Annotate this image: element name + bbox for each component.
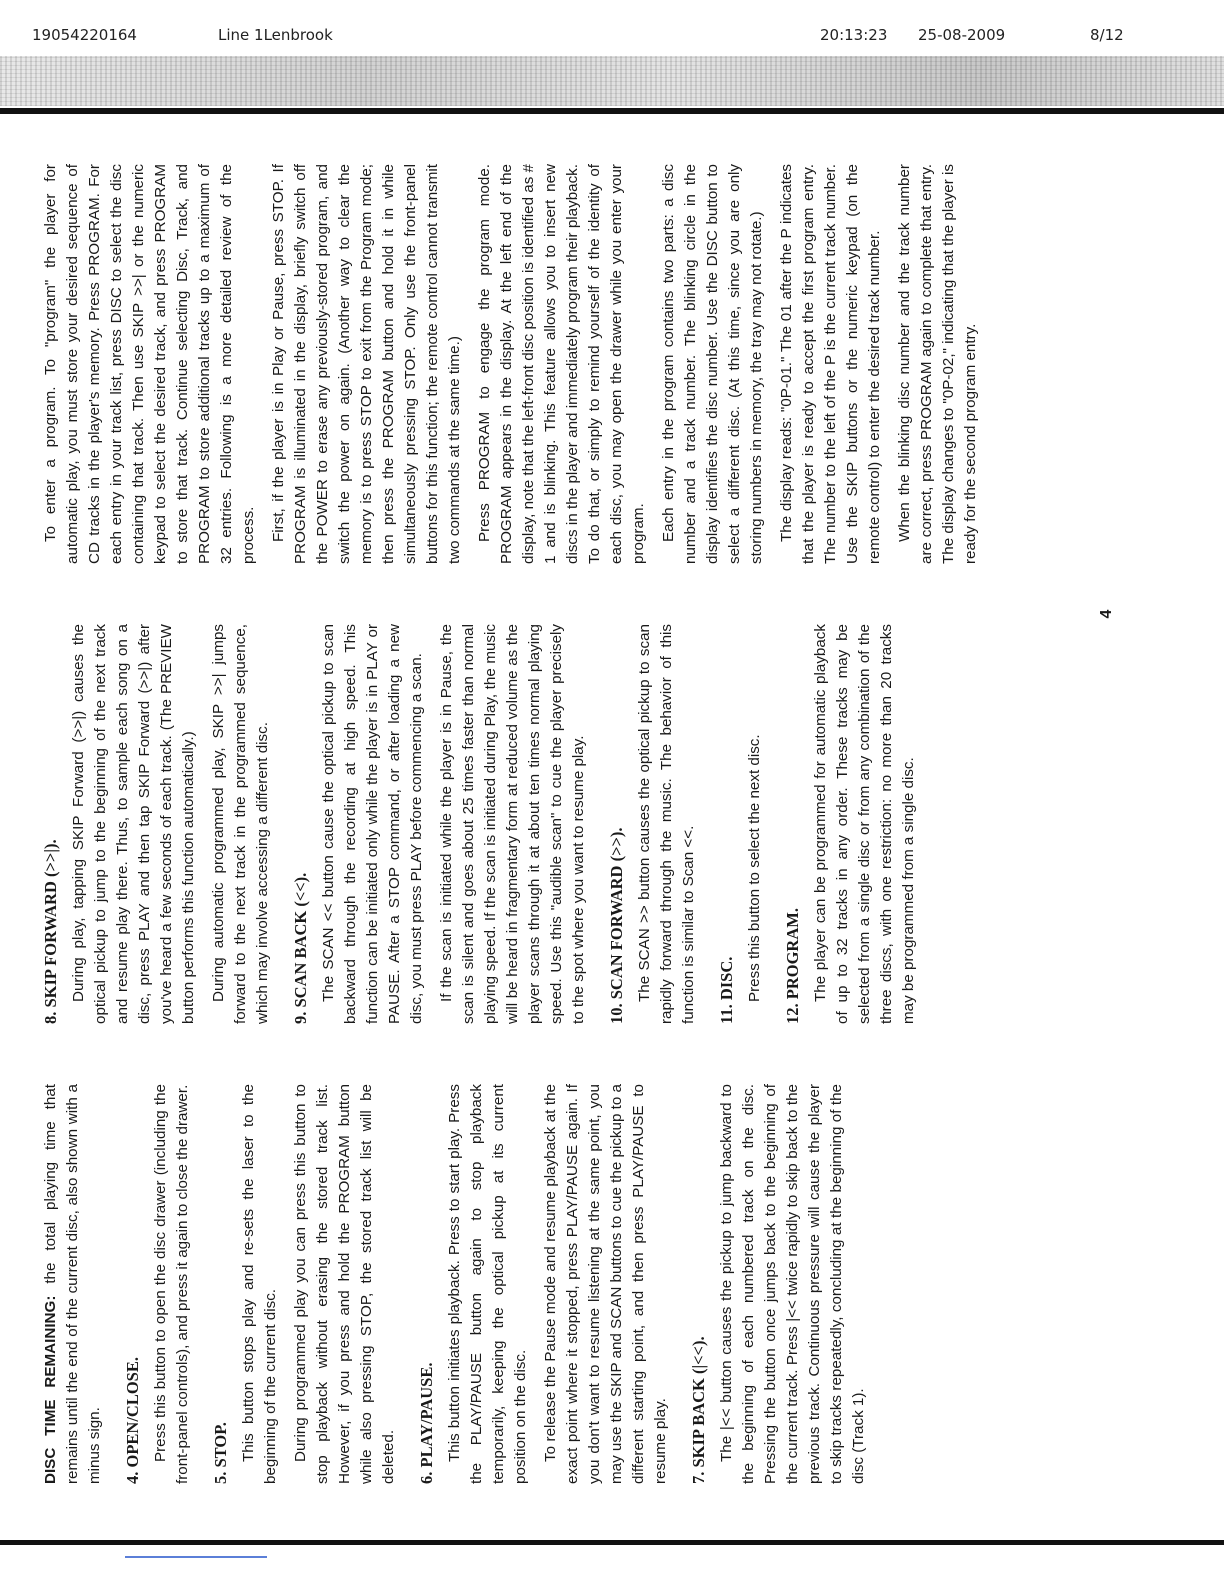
section-heading: 12. PROGRAM.	[783, 908, 802, 1024]
page-number: 4	[1098, 609, 1115, 619]
body-paragraph: Press PROGRAM to engage the program mode. PROGRAM appears in the display. At the left end of the display, note that the left-front disc position is identified as # 1 and is blinking. This feature allows you to insert new discs in the player and immediately program their playback. To do that, or simply to remind yourself of the identity of each disc, you may open the drawer while you enter your program.	[476, 164, 647, 564]
body-paragraph: Each entry in the program contains two parts: a disc number and a track number. The blinking circle in the display identifies the disc number. Use the DISC button to select a different disc. (At this time, since you are only storing numbers in memory, the tray may not rotate.)	[660, 164, 765, 564]
body-paragraph: During play, tapping SKIP Forward (>>|) causes the optical pickup to jump to the beginning of the next track and resume play there. Thus, to sample each song on a disc, press PLAY and then tap SKIP Forward (>>|) after you've heard a few seconds of each track. (The PREVIEW button performs this function automatically.)	[70, 624, 197, 1024]
fax-sender-number: 19054220164	[32, 26, 137, 44]
body-paragraph: The SCAN >> button causes the optical pickup to scan rapidly forward through the music. The behavior of this function is similar to Scan <<.	[636, 624, 697, 1024]
body-paragraph: During programmed play you can press this button to stop playback without erasing the stored track list. However, if you press and hold the PROGRAM button while also pressing STOP, the stored track list will be deleted.	[292, 1084, 397, 1484]
fax-line-name: Line 1Lenbrook	[218, 26, 333, 44]
section-heading: 7. SKIP BACK (|<<).	[689, 1336, 708, 1484]
text-column-3	[40, 164, 990, 564]
body-paragraph: This button initiates playback. Press to start play. Press the PLAY/PAUSE button again to stop playback temporarily, keeping the optical pickup at its current position on the disc.	[446, 1084, 529, 1484]
body-paragraph: During automatic programmed play, SKIP >>| jumps forward to the next track in the programmed sequence, which may involve accessing a different disc.	[210, 624, 271, 1024]
body-paragraph: Press this button to open the disc drawer (including the front-panel controls), and press it again to close the drawer.	[152, 1084, 191, 1484]
rotated-manual-page	[20, 130, 1204, 1514]
fax-time: 20:13:23	[820, 26, 888, 44]
text-column-2	[40, 624, 928, 1024]
body-paragraph: First, if the player is in Play or Pause, press STOP. If PROGRAM is illuminated in the display, briefly switch off the POWER to erase any previously-stored program, and switch the power on again. (Another way to clear the memory is to press STOP to exit from the Program mode; then press the PROGRAM button and hold it in while simultaneously pressing STOP. Only use the front-panel buttons for this function; the remote control cannot transmit two commands at the same time.)	[270, 164, 463, 564]
body-paragraph: To release the Pause mode and resume playback at the exact point where it stopped, press PLAY/PAUSE again. If you don't want to resume listening at the same point, you may use the SKIP and SCAN buttons to cue the pickup to a different starting point, and then press PLAY/PAUSE to resume play.	[542, 1084, 669, 1484]
fax-date: 25-08-2009	[918, 26, 1006, 44]
body-paragraph: The player can be programmed for automatic playback of up to 32 tracks in any order. These tracks may be selected from a single disc or from any combination of the three discs, with one restriction: no more than 20 tracks may be programmed from a single disc.	[812, 624, 917, 1024]
body-paragraph: The display reads: "0P-01." The 01 after the P indicates that the player is ready to accept the first program entry. The number to the left of the P is the current track number. Use the SKIP buttons or the numeric keypad (on the remote control) to enter the desired track number.	[778, 164, 883, 564]
lead-term: DISC TIME REMAINING:	[42, 1295, 59, 1484]
section-heading: 5. STOP.	[211, 1422, 230, 1484]
section-heading: 10. SCAN FORWARD (>>).	[607, 827, 626, 1024]
body-paragraph: To enter a program. To "program" the player for automatic play, you must store your desired sequence of CD tracks in the player's memory. Press PROGRAM. For each entry in your track list, press DISC to select the disc containing that track. Then use SKIP >>| or the numeric keypad to select the desired track, and press PROGRAM to store that track. Continue selecting Disc, Track, and PROGRAM to store additional tracks up to a maximum of 32 entries. Following is a more detailed review of the process.	[42, 164, 257, 564]
bottom-rule	[0, 1540, 1224, 1545]
body-paragraph: The |<< button causes the pickup to jump backward to the beginning of each numbered track on the disc. Pressing the button once jumps back to the beginning of the current track. Press |<< twice rapidly to skip back to the previous track. Continuous pressure will cause the player to skip tracks repeatedly, concluding at the beginning of the disc (Track 1).	[718, 1084, 867, 1484]
fax-header-text	[0, 0, 1224, 56]
lead-text: the total playing time that remains until the end of the current disc, also shown with a minus sign.	[42, 1084, 103, 1484]
fax-header	[0, 0, 1224, 110]
section-heading: 6. PLAY/PAUSE.	[417, 1362, 436, 1484]
body-paragraph: When the blinking disc number and the track number are correct, press PROGRAM again to complete that entry. The display changes to "0P-02," indicating that the player is ready for the second program entry.	[896, 164, 979, 564]
section-heading: 4. OPEN/CLOSE.	[123, 1357, 142, 1484]
section-heading: 11. DISC.	[717, 956, 736, 1024]
body-paragraph: If the scan is initiated while the player is in Pause, the scan is silent and goes about 25 times faster than normal playing speed. If the scan is initiated during Play, the music will be heard in fragmentary form at reduced volume as the player scans through it at about ten times normal playing speed. Use this "audible scan" to cue the player precisely to the spot where you want to resume play.	[438, 624, 587, 1024]
lead-paragraph	[40, 1084, 106, 1484]
body-paragraph: The SCAN << button cause the optical pickup to scan backward through the recording at high speed. This function can be initiated only while the player is in PLAY or PAUSE. After a STOP command, or after loading a new disc, you must press PLAY before commencing a scan.	[320, 624, 425, 1024]
scan-noise-band	[0, 56, 1224, 106]
blue-scan-mark	[125, 1556, 267, 1558]
body-paragraph: Press this button to select the next disc.	[746, 734, 763, 1002]
section-heading: 8. SKIP FORWARD (>>|).	[41, 839, 60, 1024]
text-column-1	[40, 1084, 878, 1484]
body-paragraph: This button stops play and re-sets the laser to the beginning of the current disc.	[240, 1084, 279, 1484]
top-rule	[0, 108, 1224, 114]
fax-page-count: 8/12	[1090, 26, 1124, 44]
section-heading: 9. SCAN BACK (<<).	[291, 872, 310, 1024]
